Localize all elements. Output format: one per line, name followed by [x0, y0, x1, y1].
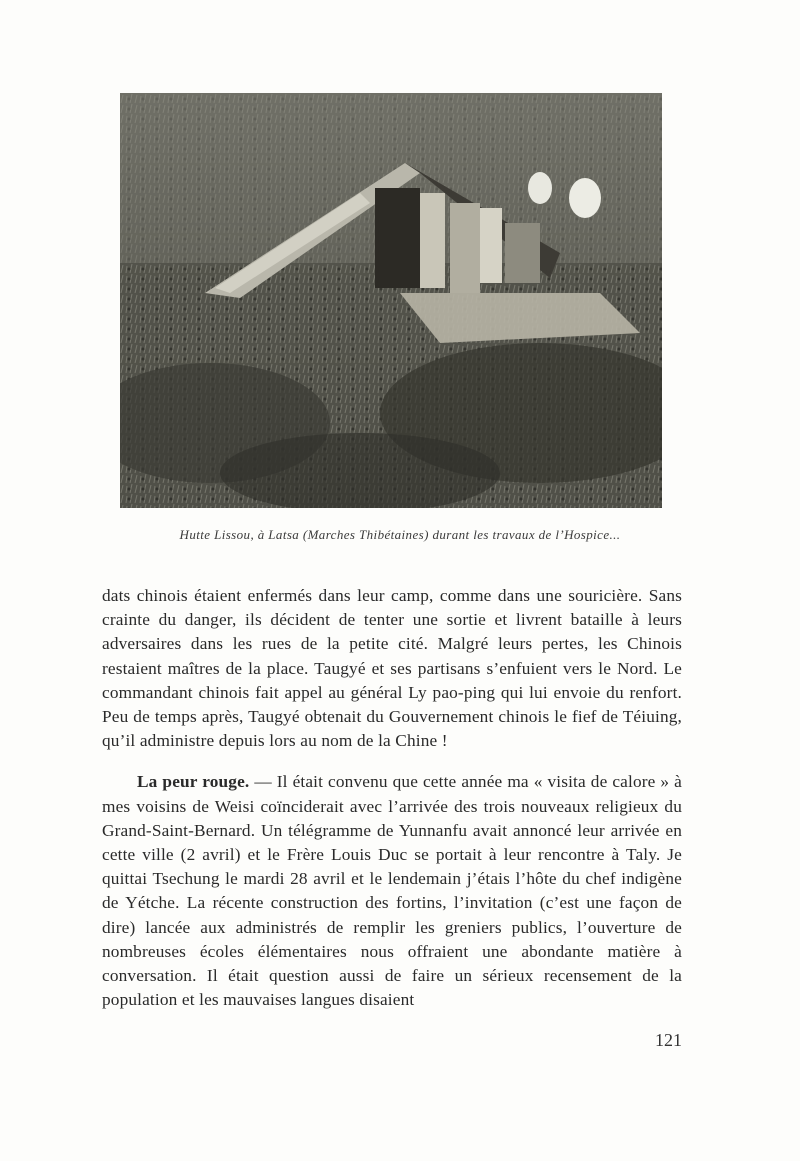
paragraph-body: — Il était convenu que cette année ma « visita de calore » à mes voisins de Weisi coïnciderait avec l’arrivée des trois nouveaux religieux du Grand-Saint-Bernard. Un télégramme de Yunnanfu avait annoncé leur arrivée en cette ville (2 avril) et le Frère Louis Duc se portait à leur rencontre à Taly. Je quittai Tsechung le mardi 28 avril et le lendemain j’étais l’hôte du chef indigène de Yétche. La récente construction des fortins, l’invitation (c’est une façon de dire) lancée aux administrés de remplir les greniers publics, l’ouverture de nombreuses écoles élémentaires nous offraient une abondante matière à conversation. Il était question aussi de faire un sérieux recensement de la population et les mauvaises langues disaient	[102, 772, 683, 1010]
paragraph-la-peur-rouge	[102, 770, 682, 1012]
page-number: 121	[655, 1030, 682, 1050]
photo-caption: Hutte Lissou, à Latsa (Marches Thibétaines) durant les travaux de l’Hospice...	[179, 527, 621, 542]
body-text	[102, 584, 682, 1012]
paragraph-continuation: dats chinois étaient enfermés dans leur camp, comme dans une souricière. Sans crainte du danger, ils décident de tenter une sortie et livrent bataille à leurs adversaires dans les rues de la petite cité. Malgré leurs pertes, les Chinois restaient maîtres de la place. Taugyé et ses partisans s’enfuient vers le Nord. Le commandant chinois fait appel au général Ly pao-ping qui lui envoie du renfort. Peu de temps après, Taugyé obtenait du Gouvernement chinois le fief de Téiuing, qu’il administre depuis lors au nom de la Chine !	[102, 586, 682, 751]
section-lead-heading: La peur rouge.	[137, 772, 250, 792]
hut-photograph	[120, 93, 662, 508]
hut-photo-illustration	[120, 93, 662, 508]
